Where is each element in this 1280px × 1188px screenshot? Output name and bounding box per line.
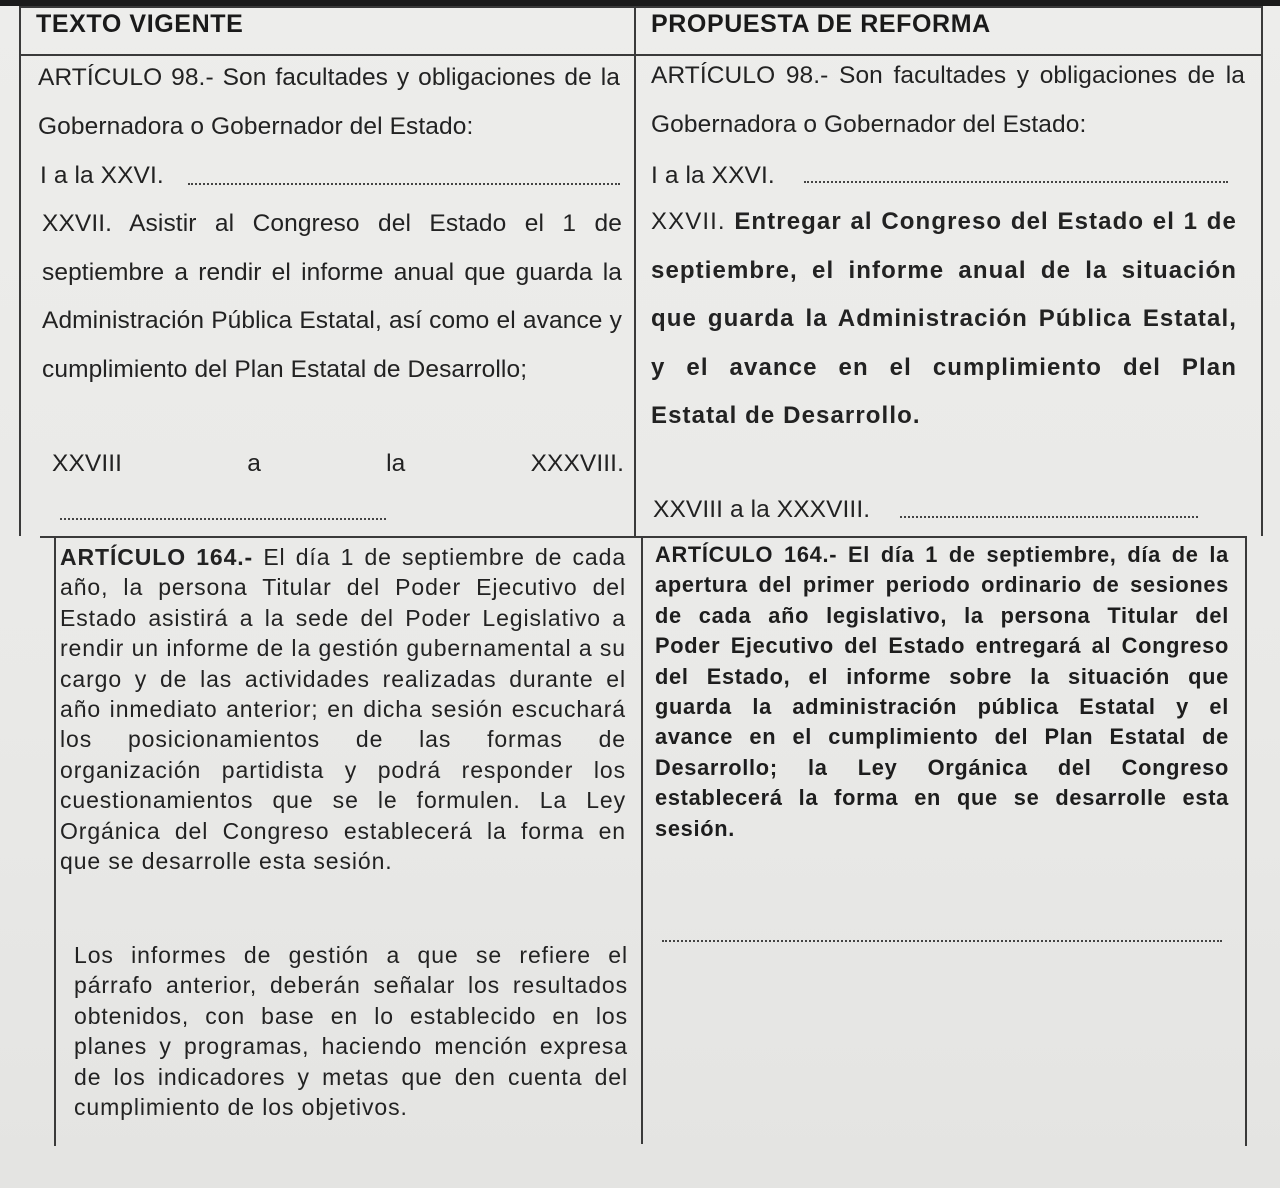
art98-right-heading: ARTÍCULO 98.- Son facultades y obligaciones de la Gobernadora o Gobernador del Estado: bbox=[651, 62, 1245, 138]
art164-left-paragraph-2: Los informes de gestión a que se refiere el párrafo anterior, deberán señalar los resultados obtenidos, con base en lo establecido en los planes y programas, haciendo mención expresa de los indicadores y metas que den cuenta del cumplimiento de los objetivos. bbox=[74, 942, 628, 1121]
art164-right-paragraph bbox=[655, 540, 1229, 844]
art164-left-paragraph-1 bbox=[60, 542, 626, 876]
range-end-part-3: la bbox=[386, 450, 406, 477]
art98-left-range-end bbox=[52, 440, 624, 489]
art164-left-label: ARTÍCULO 164.- bbox=[60, 544, 254, 570]
art164-right-label: ARTÍCULO 164.- bbox=[655, 542, 838, 567]
range-end-part-2: a bbox=[247, 450, 261, 477]
art98-left-omission-dots-2 bbox=[60, 518, 386, 520]
art98-right-range-start bbox=[651, 152, 1245, 201]
art98-right-omission-dots-2 bbox=[900, 516, 1198, 518]
art98-left-range-start bbox=[40, 152, 622, 201]
table-left-border bbox=[19, 6, 21, 536]
art98-right-range-end bbox=[653, 486, 1213, 535]
art98-right-range-start-text: I a la XXVI. bbox=[651, 162, 775, 189]
art98-left-fraction-xxvii: XXVII. Asistir al Congreso del Estado el 1 de septiembre a rendir el informe anual que guarda la Administración Pública Estatal, así como el avance y cumplimiento del Plan Estatal de Desarrollo; bbox=[42, 210, 622, 383]
art98-left-range-start-text: I a la XXVI. bbox=[40, 162, 164, 189]
art98-right-fraction-label: XXVII. bbox=[651, 208, 726, 235]
table-right-border-lower bbox=[1245, 536, 1247, 1146]
art98-left-omission-dots-1 bbox=[188, 183, 620, 185]
table-left-border-lower bbox=[54, 536, 56, 1146]
table-right-border bbox=[1261, 6, 1263, 536]
table-top-rule bbox=[19, 6, 1263, 8]
range-end-part-1: XXVIII bbox=[52, 450, 123, 477]
column-divider-upper bbox=[634, 6, 636, 538]
header-texto-vigente: TEXTO VIGENTE bbox=[36, 10, 244, 38]
art164-left-text: El día 1 de septiembre de cada año, la persona Titular del Poder Ejecutivo del Estado asistirá a la sede del Poder Legislativo a rendir un informe de la gestión gubernamental a su cargo y de las actividades realizadas durante el año inmediato anterior; en dicha sesión escuchará los posicionamientos de las formas de organización partidista y podrá responder los cuestionamientos que se le formulen. La Ley Orgánica del Congreso establecerá la forma en que se desarrolle esta sesión. bbox=[60, 544, 627, 875]
column-divider-lower bbox=[641, 536, 643, 1144]
art98-right-fraction-text: Entregar al Congreso del Estado el 1 de septiembre, el informe anual de la situación que guarda la Administración Pública Estatal, y el avance en el cumplimiento del Plan Estatal de Desarrollo. bbox=[651, 208, 1237, 429]
header-propuesta-reforma: PROPUESTA DE REFORMA bbox=[651, 10, 991, 38]
art164-right-text: El día 1 de septiembre, día de la apertura del primer periodo ordinario de sesiones de cada año legislativo, la persona Titular del Poder Ejecutivo del Estado entregará al Congreso del Estado, el informe sobre la situación que guarda la administración pública Estatal y el avance en el cumplimiento del Plan Estatal de Desarrollo; la Ley Orgánica del Congreso establecerá la forma en que se desarrolle esta sesión. bbox=[655, 542, 1229, 841]
art98-right-range-end-text: XXVIII a la XXXVIII. bbox=[653, 496, 871, 523]
art98-right-omission-dots-1 bbox=[804, 181, 1228, 183]
art98-left-heading: ARTÍCULO 98.- Son facultades y obligaciones de la Gobernadora o Gobernador del Estado: bbox=[38, 64, 620, 140]
art98-right-fraction-xxvii bbox=[651, 198, 1237, 441]
art164-right-omission-dots bbox=[662, 940, 1222, 942]
range-end-part-4: XXXVIII. bbox=[530, 450, 624, 477]
